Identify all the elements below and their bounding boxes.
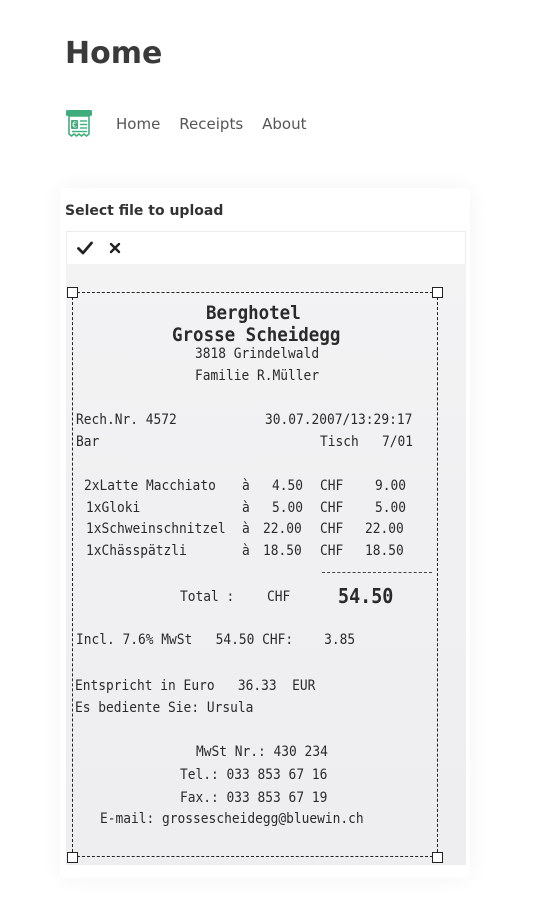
receipt-item-name: 1xSchweinschnitzel xyxy=(86,521,226,537)
receipt-item-currency: CHF xyxy=(320,500,344,516)
receipt-number: Rech.Nr. 4572 xyxy=(76,412,177,428)
crop-handle-bottom-left[interactable] xyxy=(67,852,78,863)
nav-about-link[interactable]: About xyxy=(262,115,307,133)
receipt-euro-line: Entspricht in Euro 36.33 EUR xyxy=(75,678,316,694)
receipt-item-at: à xyxy=(242,521,250,537)
receipt-item-at: à xyxy=(242,500,250,516)
receipt-owner: Familie R.Müller xyxy=(195,368,320,384)
receipt-image[interactable] xyxy=(66,264,466,865)
main-nav xyxy=(65,108,326,140)
receipt-email: E-mail: grossescheidegg@bluewin.ch xyxy=(100,811,364,827)
receipt-item-name: 1xGloki xyxy=(86,500,141,516)
receipt-item-currency: CHF xyxy=(320,521,344,537)
crop-handle-top-left[interactable] xyxy=(67,287,78,298)
receipt-hotel-line2: Grosse Scheidegg xyxy=(172,324,341,346)
receipt-total-label: Total : xyxy=(180,589,235,605)
confirm-button[interactable] xyxy=(70,233,100,263)
receipt-item-amount: 5.00 xyxy=(375,500,407,516)
receipt-datetime: 30.07.2007/13:29:17 xyxy=(265,412,413,428)
receipt-content xyxy=(66,264,466,865)
cancel-button[interactable] xyxy=(100,233,130,263)
receipt-item-unit: 5.00 xyxy=(272,500,304,516)
receipt-table: Tisch 7/01 xyxy=(320,434,414,450)
receipt-item-amount: 18.50 xyxy=(365,543,404,559)
receipt-total-currency: CHF xyxy=(267,589,291,605)
receipt-item-name: 2xLatte Macchiato xyxy=(84,478,216,494)
receipt-item-unit: 18.50 xyxy=(263,543,302,559)
receipt-address: 3818 Grindelwald xyxy=(195,346,320,362)
crop-toolbar xyxy=(66,231,466,265)
nav-receipts-link[interactable]: Receipts xyxy=(179,115,244,133)
crop-handle-top-right[interactable] xyxy=(432,287,443,298)
receipt-icon[interactable] xyxy=(65,109,93,139)
receipt-item-at: à xyxy=(242,543,250,559)
receipt-vat-number: MwSt Nr.: 430 234 xyxy=(196,744,328,760)
receipt-item-unit: 4.50 xyxy=(272,478,304,494)
close-icon xyxy=(109,242,121,254)
receipt-item-name: 1xChässpätzli xyxy=(86,543,187,559)
upload-label: Select file to upload xyxy=(65,203,224,219)
receipt-item-at: à xyxy=(242,478,250,494)
receipt-item-currency: CHF xyxy=(320,543,344,559)
receipt-item-amount: 9.00 xyxy=(375,478,407,494)
svg-text:€: € xyxy=(71,120,78,130)
nav-home-link[interactable]: Home xyxy=(116,115,161,133)
receipt-location: Bar xyxy=(76,434,100,450)
receipt-total-amount: 54.50 xyxy=(338,584,394,608)
receipt-item-unit: 22.00 xyxy=(263,521,302,537)
receipt-fax: Fax.: 033 853 67 19 xyxy=(180,790,328,806)
check-icon xyxy=(77,241,93,255)
receipt-item-currency: CHF xyxy=(320,478,344,494)
receipt-vat-line: Incl. 7.6% MwSt 54.50 CHF: 3.85 xyxy=(76,632,356,648)
receipt-divider xyxy=(322,572,432,573)
receipt-telephone: Tel.: 033 853 67 16 xyxy=(180,767,328,783)
crop-handle-bottom-right[interactable] xyxy=(432,852,443,863)
receipt-hotel-line1: Berghotel xyxy=(206,302,301,324)
receipt-item-amount: 22.00 xyxy=(365,521,404,537)
page-title: Home xyxy=(65,36,163,71)
receipt-served-by: Es bediente Sie: Ursula xyxy=(75,700,254,716)
